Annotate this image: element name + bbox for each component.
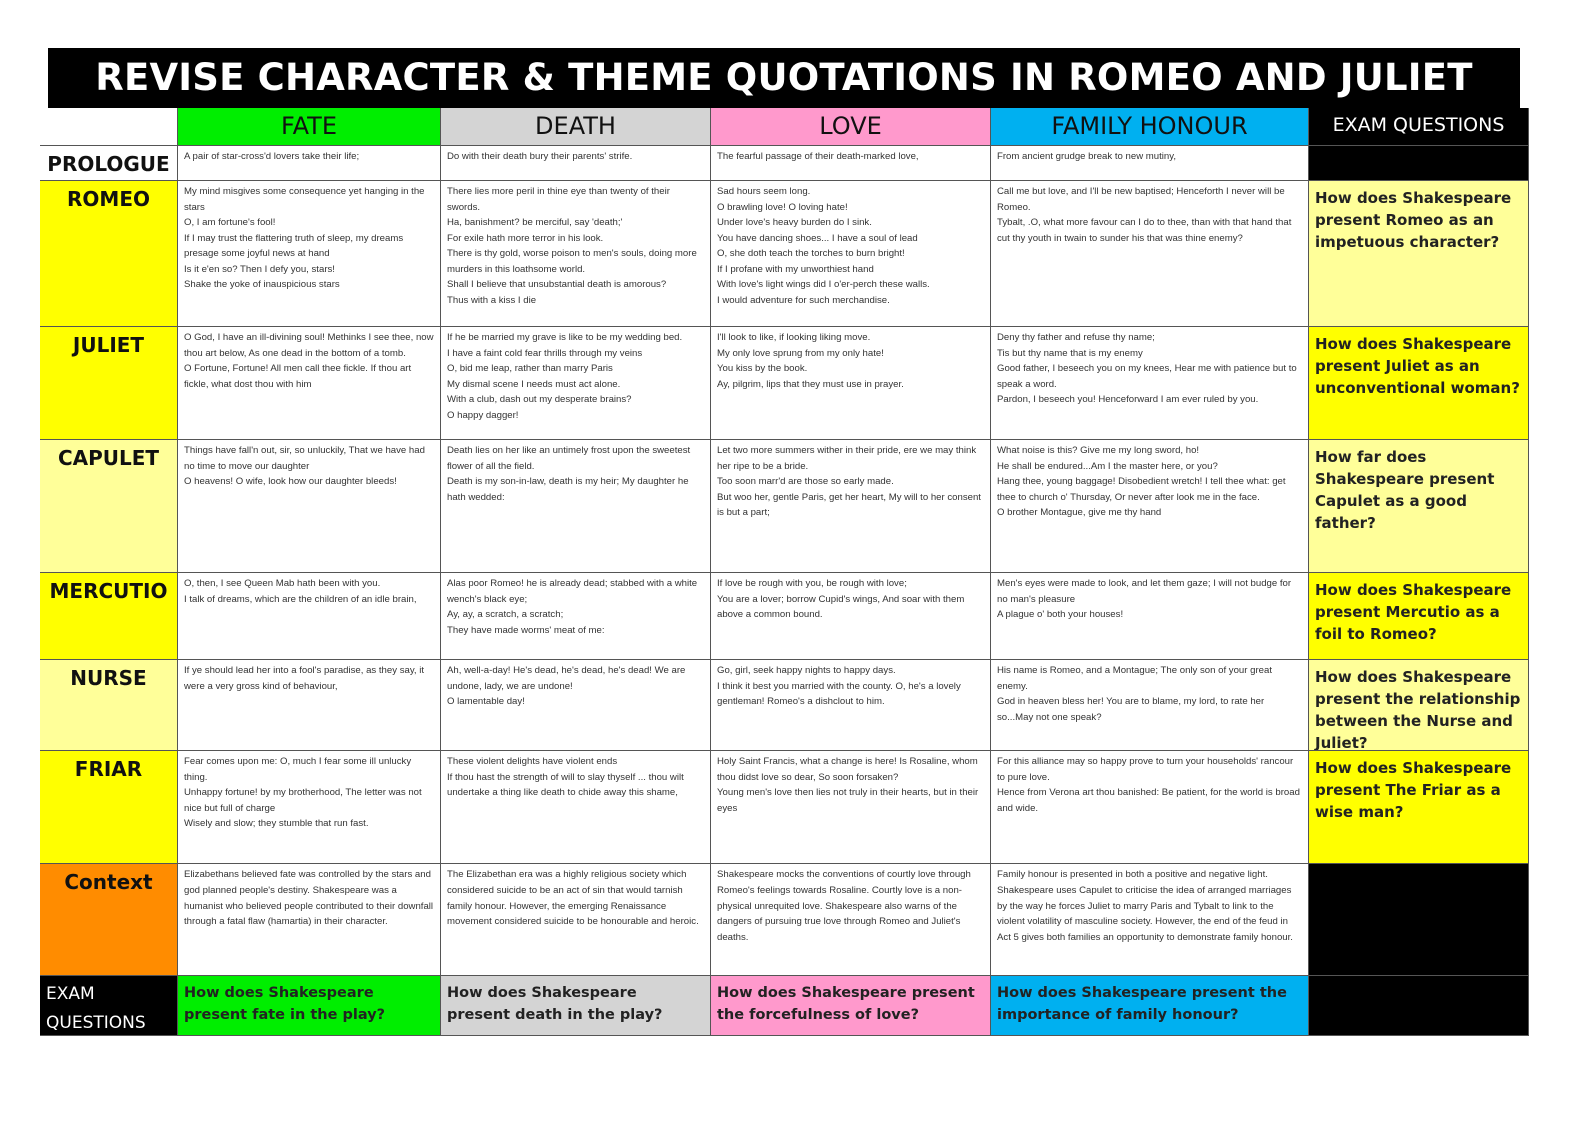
theme-header-fate: FATE: [178, 108, 441, 146]
row-header-prologue: PROLOGUE: [40, 146, 178, 181]
quote-cell-capulet-family-honour: What noise is this? Give me my long sword, ho! He shall be endured...Am I the master here, or you? Hang thee, young baggage! Disobedient wretch! I tell thee what: get thee to church o' Thursday, Or never after look me in the face. O brother Montague, give me thy hand: [991, 440, 1309, 573]
quote-cell-friar-love: Holy Saint Francis, what a change is here! Is Rosaline, whom thou didst love so dear, So soon forsaken? Young men's love then lies not truly in their hearts, but in their eyes: [711, 751, 991, 864]
quote-cell-friar-family-honour: For this alliance may so happy prove to turn your households' rancour to pure love. Hence from Verona art thou banished: Be patient, for the world is broad and wide.: [991, 751, 1309, 864]
quote-cell-mercutio-fate: O, then, I see Queen Mab hath been with you. I talk of dreams, which are the children of an idle brain,: [178, 573, 441, 660]
quote-cell-friar-death: These violent delights have violent ends If thou hast the strength of will to slay thyself ... thou wilt undertake a thing like death to chide away this shame,: [441, 751, 711, 864]
quote-cell-nurse-family-honour: His name is Romeo, and a Montague; The only son of your great enemy. God in heaven bless her! You are to blame, my lord, to rate her so...May not one speak?: [991, 660, 1309, 751]
page-title: REVISE CHARACTER & THEME QUOTATIONS IN ROMEO AND JULIET: [48, 48, 1520, 108]
quote-cell-juliet-love: I'll look to like, if looking liking move. My only love sprung from my only hate! You kiss by the book. Ay, pilgrim, lips that they must use in prayer.: [711, 327, 991, 440]
revision-table: [40, 108, 1529, 1036]
quote-cell-juliet-fate: O God, I have an ill-divining soul! Methinks I see thee, now thou art below, As one dead in the bottom of a tomb. O Fortune, Fortune! All men call thee fickle. If thou art fickle, what dost thou with him: [178, 327, 441, 440]
quote-cell-mercutio-death: Alas poor Romeo! he is already dead; stabbed with a white wench's black eye; Ay, ay, a scratch, a scratch; They have made worms' meat of me:: [441, 573, 711, 660]
quote-cell-mercutio-love: If love be rough with you, be rough with love; You are a lover; borrow Cupid's wings, And soar with them above a common bound.: [711, 573, 991, 660]
row-header-mercutio: MERCUTIO: [40, 573, 178, 660]
exam-question-friar: How does Shakespeare present The Friar as a wise man?: [1309, 751, 1529, 864]
context-cell-death: The Elizabethan era was a highly religious society which considered suicide to be an act of sin that would tarnish family honour. However, the emerging Renaissance movement considered suicide to be honourable and heroic.: [441, 864, 711, 976]
quote-cell-nurse-love: Go, girl, seek happy nights to happy days. I think it best you married with the county. O, he's a lovely gentleman! Romeo's a dishclout to him.: [711, 660, 991, 751]
exam-row-empty: [1309, 976, 1529, 1036]
theme-exam-question-family-honour: How does Shakespeare present the importance of family honour?: [991, 976, 1309, 1036]
row-header-nurse: NURSE: [40, 660, 178, 751]
quote-cell-nurse-death: Ah, well-a-day! He's dead, he's dead, he's dead! We are undone, lady, we are undone! O lamentable day!: [441, 660, 711, 751]
quote-cell-capulet-death: Death lies on her like an untimely frost upon the sweetest flower of all the field. Death is my son-in-law, death is my heir; My daughter he hath wedded:: [441, 440, 711, 573]
quote-cell-romeo-fate: My mind misgives some consequence yet hanging in the stars O, I am fortune's fool! If I may trust the flattering truth of sleep, my dreams presage some joyful news at hand Is it e'en so? Then I defy you, stars! Shake the yoke of inauspicious stars: [178, 181, 441, 327]
exam-row-header: EXAM QUESTIONS: [40, 976, 178, 1036]
row-header-romeo: ROMEO: [40, 181, 178, 327]
theme-header-death: DEATH: [441, 108, 711, 146]
quote-cell-prologue-death: Do with their death bury their parents' strife.: [441, 146, 711, 181]
quote-cell-friar-fate: Fear comes upon me: O, much I fear some ill unlucky thing. Unhappy fortune! by my brotherhood, The letter was not nice but full of charge Wisely and slow; they stumble that run fast.: [178, 751, 441, 864]
table-corner: [40, 108, 178, 146]
context-cell-fate: Elizabethans believed fate was controlled by the stars and god planned people's destiny. Shakespeare was a humanist who believed people contributed to their downfall through a fatal flaw (hamartia) in their character.: [178, 864, 441, 976]
quote-cell-mercutio-family-honour: Men's eyes were made to look, and let them gaze; I will not budge for no man's pleasure A plague o' both your houses!: [991, 573, 1309, 660]
quote-cell-juliet-death: If he be married my grave is like to be my wedding bed. I have a faint cold fear thrills through my veins O, bid me leap, rather than marry Paris My dismal scene I needs must act alone. With a club, dash out my desperate brains? O happy dagger!: [441, 327, 711, 440]
exam-question-capulet: How far does Shakespeare present Capulet as a good father?: [1309, 440, 1529, 573]
theme-exam-question-death: How does Shakespeare present death in the play?: [441, 976, 711, 1036]
row-header-context: Context: [40, 864, 178, 976]
quote-cell-prologue-family-honour: From ancient grudge break to new mutiny,: [991, 146, 1309, 181]
quote-cell-romeo-family-honour: Call me but love, and I'll be new baptised; Henceforth I never will be Romeo. Tybalt, .O, what more favour can I do to thee, than with that hand that cut thy youth in twain to sunder his that was thine enemy?: [991, 181, 1309, 327]
context-empty: [1309, 864, 1529, 976]
exam-question-romeo: How does Shakespeare present Romeo as an impetuous character?: [1309, 181, 1529, 327]
context-cell-love: Shakespeare mocks the conventions of courtly love through Romeo's feelings towards Rosaline. Courtly love is a non-physical unrequited love. Shakespeare also warns of the dangers of pursuing true love through Romeo and Juliet's deaths.: [711, 864, 991, 976]
exam-questions-header: EXAM QUESTIONS: [1309, 108, 1529, 146]
theme-exam-question-love: How does Shakespeare present the forcefulness of love?: [711, 976, 991, 1036]
theme-header-family-honour: FAMILY HONOUR: [991, 108, 1309, 146]
quote-cell-capulet-fate: Things have fall'n out, sir, so unluckily, That we have had no time to move our daughter O heavens! O wife, look how our daughter bleeds!: [178, 440, 441, 573]
theme-exam-question-fate: How does Shakespeare present fate in the play?: [178, 976, 441, 1036]
exam-question-mercutio: How does Shakespeare present Mercutio as a foil to Romeo?: [1309, 573, 1529, 660]
theme-header-love: LOVE: [711, 108, 991, 146]
quote-cell-nurse-fate: If ye should lead her into a fool's paradise, as they say, it were a very gross kind of behaviour,: [178, 660, 441, 751]
quote-cell-capulet-love: Let two more summers wither in their pride, ere we may think her ripe to be a bride. Too soon marr'd are those so early made. But woo her, gentle Paris, get her heart, My will to her consent is but a part;: [711, 440, 991, 573]
exam-question-empty: [1309, 146, 1529, 181]
exam-question-nurse: How does Shakespeare present the relationship between the Nurse and Juliet?: [1309, 660, 1529, 751]
quote-cell-juliet-family-honour: Deny thy father and refuse thy name; Tis but thy name that is my enemy Good father, I beseech you on my knees, Hear me with patience but to speak a word. Pardon, I beseech you! Henceforward I am ever ruled by you.: [991, 327, 1309, 440]
context-cell-family-honour: Family honour is presented in both a positive and negative light. Shakespeare uses Capulet to criticise the idea of arranged marriages by the way he forces Juliet to marry Paris and Tybalt to link to the violent volatility of masculine society. However, the end of the feud in Act 5 gives both families an opportunity to demonstrate family honour.: [991, 864, 1309, 976]
row-header-capulet: CAPULET: [40, 440, 178, 573]
quote-cell-prologue-love: The fearful passage of their death-marked love,: [711, 146, 991, 181]
quote-cell-prologue-fate: A pair of star-cross'd lovers take their life;: [178, 146, 441, 181]
quote-cell-romeo-love: Sad hours seem long. O brawling love! O loving hate! Under love's heavy burden do I sink. You have dancing shoes... I have a soul of lead O, she doth teach the torches to burn bright! If I profane with my unworthiest hand With love's light wings did I o'er-perch these walls. I would adventure for such merchandise.: [711, 181, 991, 327]
exam-question-juliet: How does Shakespeare present Juliet as an unconventional woman?: [1309, 327, 1529, 440]
row-header-friar: FRIAR: [40, 751, 178, 864]
row-header-juliet: JULIET: [40, 327, 178, 440]
quote-cell-romeo-death: There lies more peril in thine eye than twenty of their swords. Ha, banishment? be merciful, say 'death;' For exile hath more terror in his look. There is thy gold, worse poison to men's souls, doing more murders in this loathsome world. Shall I believe that unsubstantial death is amorous? Thus with a kiss I die: [441, 181, 711, 327]
